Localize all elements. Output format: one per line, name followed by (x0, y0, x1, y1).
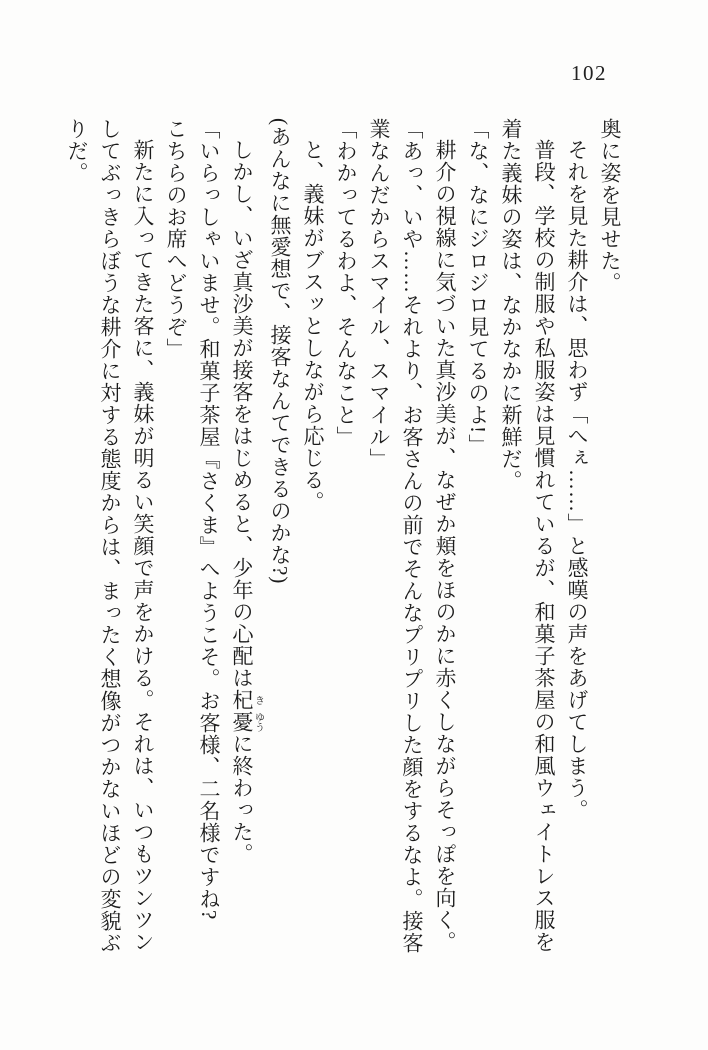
paragraph: 「あっ、いや……それより、お客さんの前でそんなプリプリした顔をするなよ。接客業なんだからスマイル、スマイル」 (367, 118, 424, 954)
paragraph: 「いらっしゃいませ。和菓子茶屋『さくま』へようこそ。お客様、二名様ですね? こちらのお席へどうぞ」 (164, 118, 221, 943)
paragraph: 普段、学校の制服や私服姿は見慣れているが、和菓子茶屋の和風ウェイトレス服を着た義妹の姿は、なかなかに新鮮だ。 (499, 118, 556, 953)
paragraph: (あんなに無愛想で、接客なんてできるのかな?) (268, 118, 292, 585)
ruby-annotation: 憂ゆう (230, 711, 264, 733)
vertical-text-block (65, 118, 626, 954)
page-number: 102 (571, 61, 607, 85)
paragraph: それを見た耕介は、思わず「へぇ……」と感嘆の声をあげてしまう。 (565, 139, 589, 821)
paragraph: 「な、なにジロジロ見てるのよ!」 (466, 118, 490, 456)
paragraph: 新たに入ってきた客に、義妹が明るい笑顔で声をかける。それは、いつもツンツンしてぶっきらぼうな耕介に対する態度からは、まったく想像がつかないほどの変貌ぶりだ。 (65, 118, 155, 954)
paragraph: しかし、いざ真沙美が接客をはじめると、少年の心配は杞き憂ゆうに終わった。 (230, 139, 264, 865)
furigana: き (252, 689, 264, 711)
paragraph: 耕介の視線に気づいた真沙美が、なぜか頬をほのかに赤くしながらそっぽを向く。 (433, 139, 457, 953)
paragraph: 奥に姿を見せた。 (598, 118, 622, 294)
paragraph: と、義妹がブスッとしながら応じる。 (301, 139, 325, 513)
furigana: ゆう (252, 711, 264, 733)
paragraph: 「わかってるわよ、そんなこと」 (334, 118, 358, 448)
ruby-annotation: 杞き (230, 689, 264, 711)
